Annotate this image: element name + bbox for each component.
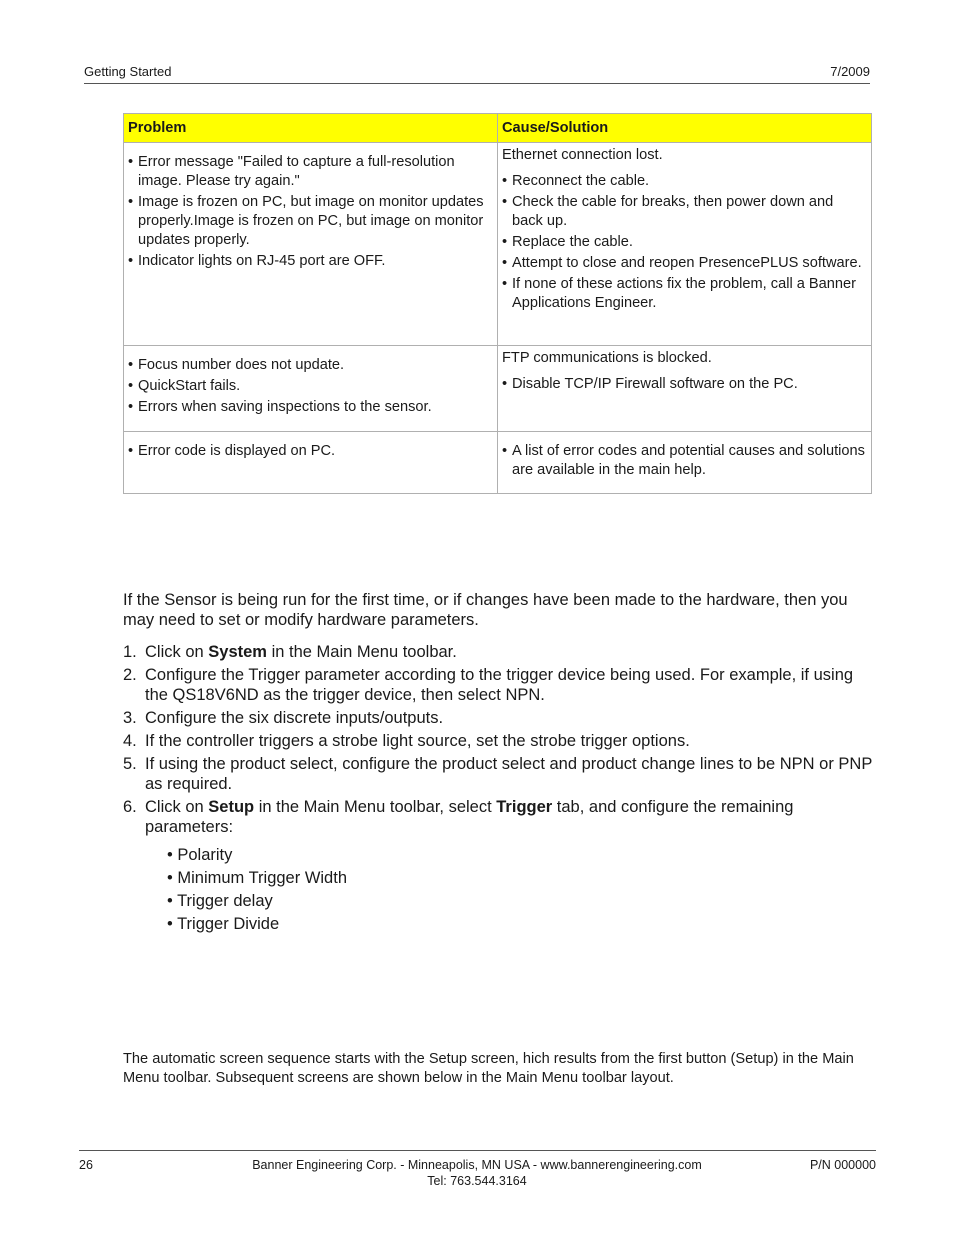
step-text: in the Main Menu toolbar, select <box>254 798 497 816</box>
step-text: Click on <box>145 643 209 661</box>
cause-cell <box>498 432 872 494</box>
problem-item: • Focus number does not update. <box>128 356 493 375</box>
solution-item: • Attempt to close and reopen PresencePLUS software. <box>502 254 867 273</box>
setup-steps-list <box>123 642 873 937</box>
step-number: 4. <box>123 732 137 750</box>
step-text: Configure the six discrete inputs/outputs. <box>145 709 444 727</box>
table-row <box>124 346 872 432</box>
step-item <box>123 731 873 751</box>
footer-part-number: P/N 000000 <box>809 1158 876 1172</box>
troubleshooting-table <box>123 113 872 494</box>
problem-cell <box>124 346 498 432</box>
step-text: If using the product select, configure the product select and product change lines to be NPN or PNP as required. <box>145 755 873 793</box>
cause-text: FTP communications is blocked. <box>502 350 712 366</box>
footer-company: Banner Engineering Corp. - Minneapolis, MN USA - www.bannerengineering.com <box>252 1158 702 1172</box>
list-item: • Minimum Trigger Width <box>145 868 873 888</box>
setup-keyword: Setup <box>208 798 255 816</box>
solution-item: • Disable TCP/IP Firewall software on the PC. <box>502 375 867 394</box>
header-rule <box>84 83 870 84</box>
footer-rule <box>79 1150 876 1151</box>
step-number: 5. <box>123 755 137 773</box>
header-date: 7/2009 <box>830 64 870 79</box>
problem-item: • Errors when saving inspections to the sensor. <box>128 398 493 417</box>
trigger-parameters-list <box>145 845 873 934</box>
solution-item: • If none of these actions fix the problem, call a Banner Applications Engineer. <box>502 275 867 313</box>
step-number: 6. <box>123 798 137 816</box>
problem-item: • Error code is displayed on PC. <box>128 442 493 461</box>
list-item: • Polarity <box>145 845 873 865</box>
trigger-keyword: Trigger <box>496 798 553 816</box>
step-text: Click on <box>145 798 209 816</box>
solution-item: • Reconnect the cable. <box>502 172 867 191</box>
list-item: • Trigger delay <box>145 891 873 911</box>
cause-cell <box>498 346 872 432</box>
step-item <box>123 642 873 662</box>
solution-item: • Check the cable for breaks, then power down and back up. <box>502 193 867 231</box>
problem-item: • Error message "Failed to capture a full-resolution image. Please try again." <box>128 153 493 191</box>
problem-cell <box>124 432 498 494</box>
list-item: • Trigger Divide <box>145 914 873 934</box>
step-number: 2. <box>123 666 137 684</box>
step-text: If the controller triggers a strobe light source, set the strobe trigger options. <box>145 732 690 750</box>
step-number: 3. <box>123 709 137 727</box>
system-keyword: System <box>208 643 267 661</box>
step-text: in the Main Menu toolbar. <box>266 643 457 661</box>
cause-text: Ethernet connection lost. <box>502 147 663 163</box>
cause-cell <box>498 143 872 346</box>
step-item <box>123 708 873 728</box>
step-item <box>123 665 873 705</box>
footer-phone: Tel: 763.544.3164 <box>427 1174 527 1188</box>
solution-item: • Replace the cable. <box>502 233 867 252</box>
table-row <box>124 143 872 346</box>
column-header-cause: Cause/Solution <box>498 114 872 143</box>
page-number: 26 <box>79 1158 93 1172</box>
step-text: tab, and configure the remaining parameters: <box>145 798 794 836</box>
step-item <box>123 797 873 934</box>
step-item <box>123 754 873 794</box>
problem-cell <box>124 143 498 346</box>
problem-item: • QuickStart fails. <box>128 377 493 396</box>
problem-item: • Image is frozen on PC, but image on monitor updates properly.Image is frozen on PC, but image on monitor updates properly. <box>128 193 493 250</box>
problem-item: • Indicator lights on RJ-45 port are OFF. <box>128 252 493 271</box>
table-header-row <box>124 114 872 143</box>
step-number: 1. <box>123 643 137 661</box>
header-section-title: Getting Started <box>84 64 172 79</box>
table-row <box>124 432 872 494</box>
intro-paragraph: If the Sensor is being run for the first time, or if changes have been made to the hardware, then you may need to set or modify hardware parameters. <box>123 591 848 629</box>
auto-sequence-paragraph: The automatic screen sequence starts with the Setup screen, hich results from the first button (Setup) in the Main Menu toolbar. Subsequent screens are shown below in the Main Menu toolbar layout. <box>123 1051 854 1086</box>
solution-item: • A list of error codes and potential causes and solutions are available in the main help. <box>502 442 867 480</box>
step-text: Configure the Trigger parameter according to the trigger device being used. For example, if using the QS18V6ND as the trigger device, then select NPN. <box>145 666 854 704</box>
column-header-problem: Problem <box>124 114 498 143</box>
